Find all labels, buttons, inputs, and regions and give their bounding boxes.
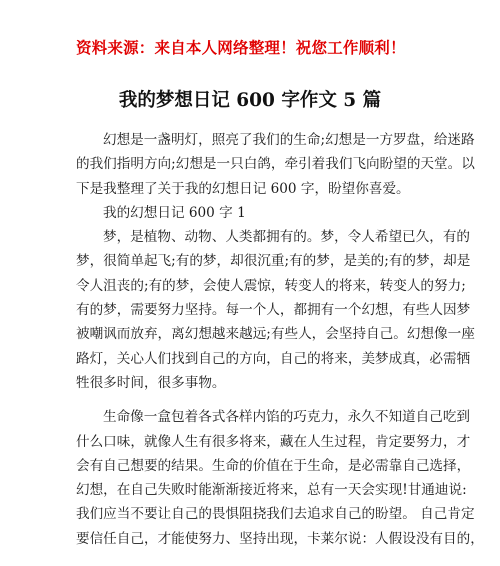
body-line: 梦，是植物、动物、人类都拥有的。梦，令人希望已久，有的 <box>103 229 471 246</box>
body-line: 被嘲讽而放弃，离幻想越来越远;有些人，会坚持自己。幻想像一座 <box>76 326 475 343</box>
body-line: 什么口味，就像人生有很多将来，藏在人生过程，肯定要努力，才 <box>76 433 471 450</box>
body-line: 我们应当不要让自己的畏惧阻挠我们去追求自己的盼望。 自己肯定 <box>76 506 475 523</box>
body-line: 梦，很简单起飞;有的梦，却很沉重;有的梦，是美的;有的梦，却是 <box>76 253 471 270</box>
body-line: 幻想，在自己失败时能渐渐接近将来，总有一天会实现!甘通迪说: <box>76 482 467 499</box>
body-line: 下是我整理了关于我的幻想日记 600 字，盼望你喜爱。 <box>76 180 410 197</box>
body-line: 要信任自己，才能使努力、坚持出现，卡莱尔说：人假设没有目的， <box>76 530 484 547</box>
document-title: 我的梦想日记 600 字作文 5 篇 <box>118 90 382 111</box>
document-body <box>76 128 484 551</box>
body-line: 令人沮丧的;有的梦，会使人震惊，转变人的将来，转变人的努力; <box>76 277 466 294</box>
source-note: 资料来源：来自本人网络整理！祝您工作顺利！ <box>76 38 406 57</box>
body-line: 牲很多时间，很多事物。 <box>76 374 226 391</box>
body-line: 有的梦，需要努力坚持。每一个人，都拥有一个幻想，有些人因梦 <box>76 302 471 319</box>
body-line: 的我们指明方向;幻想是一只白鸽，牵引着我们飞向盼望的天堂。以 <box>76 156 475 173</box>
body-line: 幻想是一盏明灯，照亮了我们的生命;幻想是一方罗盘，给迷路 <box>103 132 475 148</box>
body-line: 路灯，关心人们找到自己的方向，自己的将来，美梦成真，必需牺 <box>76 350 471 367</box>
body-line: 会有自己想要的结果。生命的价值在于生命，是必需靠自己选择， <box>76 457 471 474</box>
section-heading: 我的幻想日记 600 字 1 <box>103 204 246 221</box>
body-line: 生命像一盒包着各式各样内馅的巧克力，永久不知道自己吃到 <box>103 409 471 426</box>
